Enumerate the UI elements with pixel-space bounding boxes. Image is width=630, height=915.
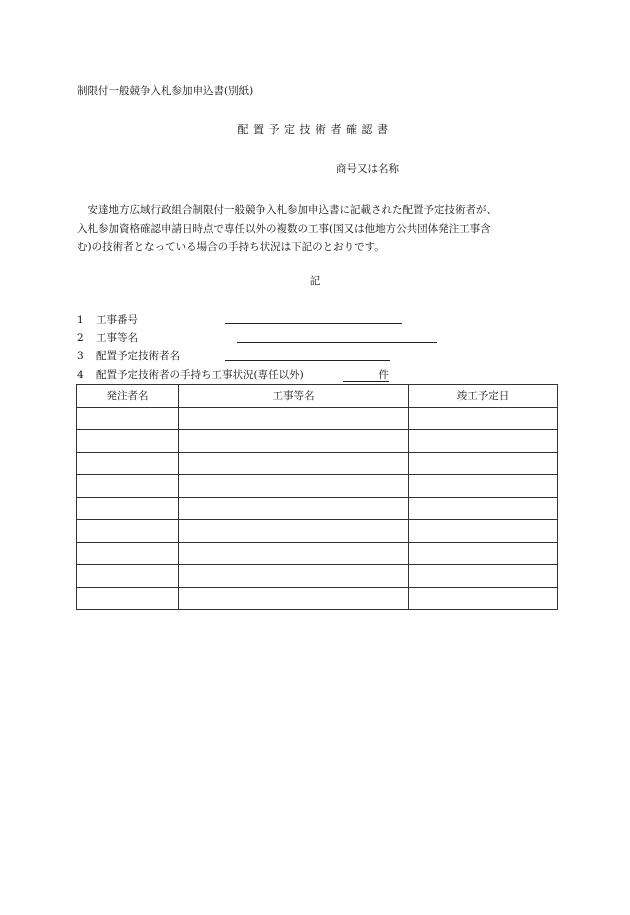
column-header-construction-name: 工事等名 [179, 385, 409, 408]
table-row [77, 587, 558, 610]
document-title: 配置予定技術者確認書 [237, 123, 393, 136]
client-cell[interactable] [77, 452, 179, 475]
item-label: 工事番号 [96, 314, 138, 326]
item-label: 工事等名 [96, 332, 138, 344]
column-header-client: 発注者名 [77, 385, 179, 408]
ki-heading: 記 [309, 275, 321, 287]
construction-name-cell[interactable] [179, 587, 409, 610]
statement-paragraph [77, 201, 557, 257]
company-name-label: 商号又は名称 [336, 163, 399, 175]
engineer-name-blank[interactable] [225, 360, 390, 361]
item-work-status [77, 368, 304, 382]
table-row [77, 407, 558, 430]
construction-name-cell[interactable] [179, 407, 409, 430]
completion-date-cell[interactable] [409, 430, 558, 453]
construction-number-blank[interactable] [225, 323, 402, 324]
client-cell[interactable] [77, 542, 179, 565]
completion-date-cell[interactable] [409, 475, 558, 498]
item-number: 4 [77, 369, 84, 381]
completion-date-cell[interactable] [409, 520, 558, 543]
item-number: 3 [77, 350, 84, 362]
construction-name-cell[interactable] [179, 542, 409, 565]
completion-date-cell[interactable] [409, 407, 558, 430]
work-count-unit: 件 [378, 369, 389, 381]
client-cell[interactable] [77, 497, 179, 520]
statement-line-2: 入札参加資格確認申請日時点で専任以外の複数の工事(国又は他地方公共団体発注工事含 [77, 222, 491, 235]
form-label: 制限付一般競争入札参加申込書(別紙) [77, 85, 254, 97]
construction-name-cell[interactable] [179, 452, 409, 475]
column-header-completion-date: 竣工予定日 [409, 385, 558, 408]
statement-line-3: む)の技術者となっている場合の手持ち状況は下記のとおりです。 [77, 241, 385, 253]
table-row [77, 520, 558, 543]
client-cell[interactable] [77, 475, 179, 498]
client-cell[interactable] [77, 587, 179, 610]
client-cell[interactable] [77, 430, 179, 453]
table-header-row [77, 385, 558, 408]
item-construction-number [77, 313, 138, 327]
work-count-field[interactable] [343, 368, 389, 382]
table-row [77, 430, 558, 453]
table-row [77, 542, 558, 565]
completion-date-cell[interactable] [409, 497, 558, 520]
construction-name-cell[interactable] [179, 430, 409, 453]
completion-date-cell[interactable] [409, 542, 558, 565]
construction-name-blank[interactable] [237, 342, 437, 343]
construction-name-cell[interactable] [179, 565, 409, 588]
completion-date-cell[interactable] [409, 587, 558, 610]
statement-line-1: 安達地方広域行政組合制限付一般競争入札参加申込書に記載された配置予定技術者が、 [77, 204, 497, 216]
client-cell[interactable] [77, 407, 179, 430]
completion-date-cell[interactable] [409, 565, 558, 588]
construction-name-cell[interactable] [179, 497, 409, 520]
item-number: 2 [77, 332, 84, 344]
table-row [77, 565, 558, 588]
completion-date-cell[interactable] [409, 452, 558, 475]
item-engineer-name [77, 349, 180, 363]
item-label: 配置予定技術者の手持ち工事状況(専任以外) [96, 369, 304, 381]
table-row [77, 475, 558, 498]
construction-name-cell[interactable] [179, 520, 409, 543]
client-cell[interactable] [77, 565, 179, 588]
item-number: 1 [77, 314, 84, 326]
work-status-table [76, 384, 558, 610]
table-row [77, 452, 558, 475]
item-label: 配置予定技術者名 [96, 350, 180, 362]
construction-name-cell[interactable] [179, 475, 409, 498]
table-row [77, 497, 558, 520]
item-construction-name [77, 331, 138, 345]
client-cell[interactable] [77, 520, 179, 543]
